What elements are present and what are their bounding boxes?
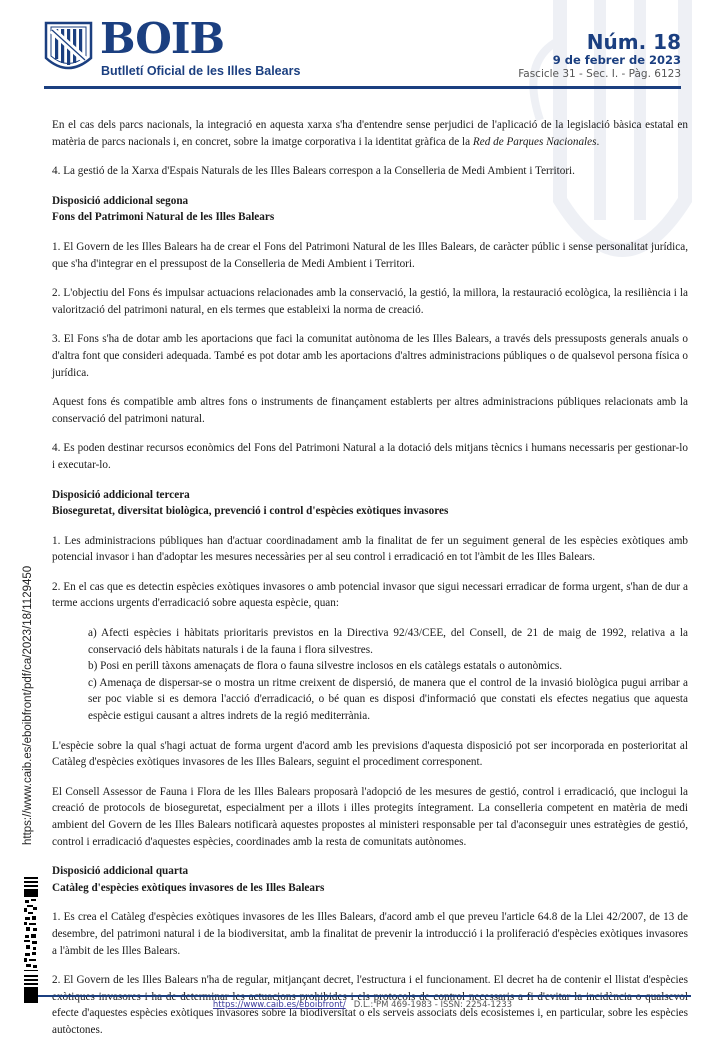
paragraph: Aquest fons és compatible amb altres fons o instruments de finançament establerts per altres administracions públiques relacionats amb la conservació del patrimoni natural. [52,396,688,425]
paragraph: 2. L'objectiu del Fons és impulsar actuacions relacionades amb la conservació, la gestió, la millora, la restauració ecològica, la resiliència i la valorització del patrimoni natural, en els termes que estableixi la norma de creació. [52,287,688,316]
paragraph: 4. La gestió de la Xarxa d'Espais Naturals de les Illes Balears correspon a la Conselleria de Medi Ambient i Territori. [52,165,575,178]
issue-number: Núm. 18 [586,30,681,54]
list-item: a) Afecti espècies i hàbitats prioritaris previstos en la Directiva 92/43/CEE, del Consell, de 21 de maig de 1992, relativa a la conservació dels hàbitats naturals i de la fauna i flora silvestres. [88,627,688,656]
coat-of-arms-logo [43,20,94,76]
paragraph: 2. En el cas que es detectin espècies exòtiques invasores o amb potencial invasor que sigui necessari erradicar de forma urgent, s'han de dur a terme accions urgents d'erradicació sobre aquesta espècie, quan: [52,580,688,610]
section-subtitle: Bioseguretat, diversitat biològica, prevenció i control d'espècies exòtiques invasores [52,505,449,518]
section-subtitle: Fons del Patrimoni Natural de les Illes Balears [52,211,275,224]
paragraph: 4. Es poden destinar recursos econòmics del Fons del Patrimoni Natural a la dotació dels mitjans tècnics i humans necessaris per gestionar-lo i executar-lo. [52,442,688,471]
paragraph: 1. Les administracions públiques han d'actuar coordinadament amb la finalitat de fer un seguiment general de les espècies exòtiques amb potencial invasor i han d'adoptar les mesures necessàries per al seu control i erradicació en tot l'àmbit de les Illes Balears. [52,534,688,564]
barcode-icon [24,877,38,1003]
fascicle-info: Fascicle 31 - Sec. I. - Pàg. 6123 [518,68,681,80]
footer-divider [38,995,691,997]
paragraph: 3. El Fons s'ha de dotar amb les aportacions que faci la comunitat autònoma de les Illes Balears, a través dels pressuposts generals anuals o d'altra font que consideri adequada. També es pot dotar amb les aportacions d'altres administracions públiques o de qualsevol persona física o jurídica. [52,333,688,379]
section-title: Disposició addicional segona [52,194,189,207]
boib-brand: BOIB [100,14,225,63]
vertical-document-url: https://www.caib.es/eboibfront/pdf/ca/2023/18/1129450 [22,565,34,845]
paragraph: El Consell Assessor de Fauna i Flora de les Illes Balears proposarà l'adopció de les mesures de gestió, control i erradicació, que inclogui la creació de protocols de bioseguretat, especialment per a illots i illes protegits íntegrament. La conselleria competent en matèria de medi ambient del Govern de les Illes Balears notificarà aquestes propostes al ministeri responsable per tal d'aconseguir unes estratègies de gestió, control i erradicació d'aquestes espècies, coordinades amb la resta de comunitats autònomes. [52,785,688,848]
document-body [52,117,688,1039]
paragraph: En el cas dels parcs nacionals, la integració en aquesta xarxa s'ha d'entendre sense perjudici de l'aplicació de la legislació bàsica estatal en matèria de parcs nacionals i, en concret, sobre la imatge corporativa i la identitat gràfica de la Red de Parques Nacionales. [52,119,688,148]
header-divider [44,86,681,89]
paragraph: 1. El Govern de les Illes Balears ha de crear el Fons del Patrimoni Natural de les Illes Balears, de caràcter públic i sense personalitat jurídica, que s'ha d'integrar en el pressupost de la Conselleria de Medi Ambient i Territori. [52,240,688,270]
publication-subtitle: Butlletí Oficial de les Illes Balears [101,64,301,78]
list-item: b) Posi en perill tàxons amenaçats de flora o fauna silvestre inclosos en els catàlegs estatals o autonòmics. [88,660,563,673]
footer [0,1000,725,1010]
paragraph: 1. Es crea el Catàleg d'espècies exòtiques invasores de les Illes Balears, d'acord amb el que preveu l'article 64.8 de la Llei 42/2007, de 13 de desembre, del patrimoni natural i de la biodiversitat, amb la finalitat de prevenir la introducció i la proliferació d'espècies exòtiques invasores a l'àmbit de les Illes Balears. [52,911,688,957]
section-title: Disposició addicional quarta [52,865,189,878]
boib-website-link[interactable]: https://www.caib.es/eboibfront/ [212,1000,346,1010]
paragraph: 2. El Govern de les Illes Balears n'ha de regular, mitjançant decret, l'estructura i el funcionament. El decret ha de contenir el llistat d'espècies efecte d'aquestes espècies exòtiques invasores sobre la biodiversitat o els serveis associats dels ecosistemes i, en particular, sobre les espècies autòctones. [52,974,688,1036]
paragraph: L'espècie sobre la qual s'hagi actuat de forma urgent d'acord amb les previsions d'aquesta disposició pot ser incorporada en posterioritat al Catàleg d'espècies exòtiques invasores de les Illes Balears, seguint el procediment corresponent. [52,739,688,769]
section-title: Disposició addicional tercera [52,488,190,501]
section-subtitle: Catàleg d'espècies exòtiques invasores de les Illes Balears [52,881,325,894]
issue-date: 9 de febrer de 2023 [552,53,681,67]
italic-reference: Red de Parques Nacionales [472,135,597,148]
list-item: c) Amenaça de dispersar-se o mostra un ritme creixent de dispersió, de manera que el control de la invasió biològica pugui arribar a ser poc viable si es demora l'acció d'erradicació, o bé quan es disposi d'informació que constati els efectes negatius que aquesta espècie estigui causant a altres indrets de la regió mediterrània. [88,676,688,723]
legal-deposit-issn: D.L.: PM 469-1983 - ISSN: 2254-1233 [353,1000,513,1010]
